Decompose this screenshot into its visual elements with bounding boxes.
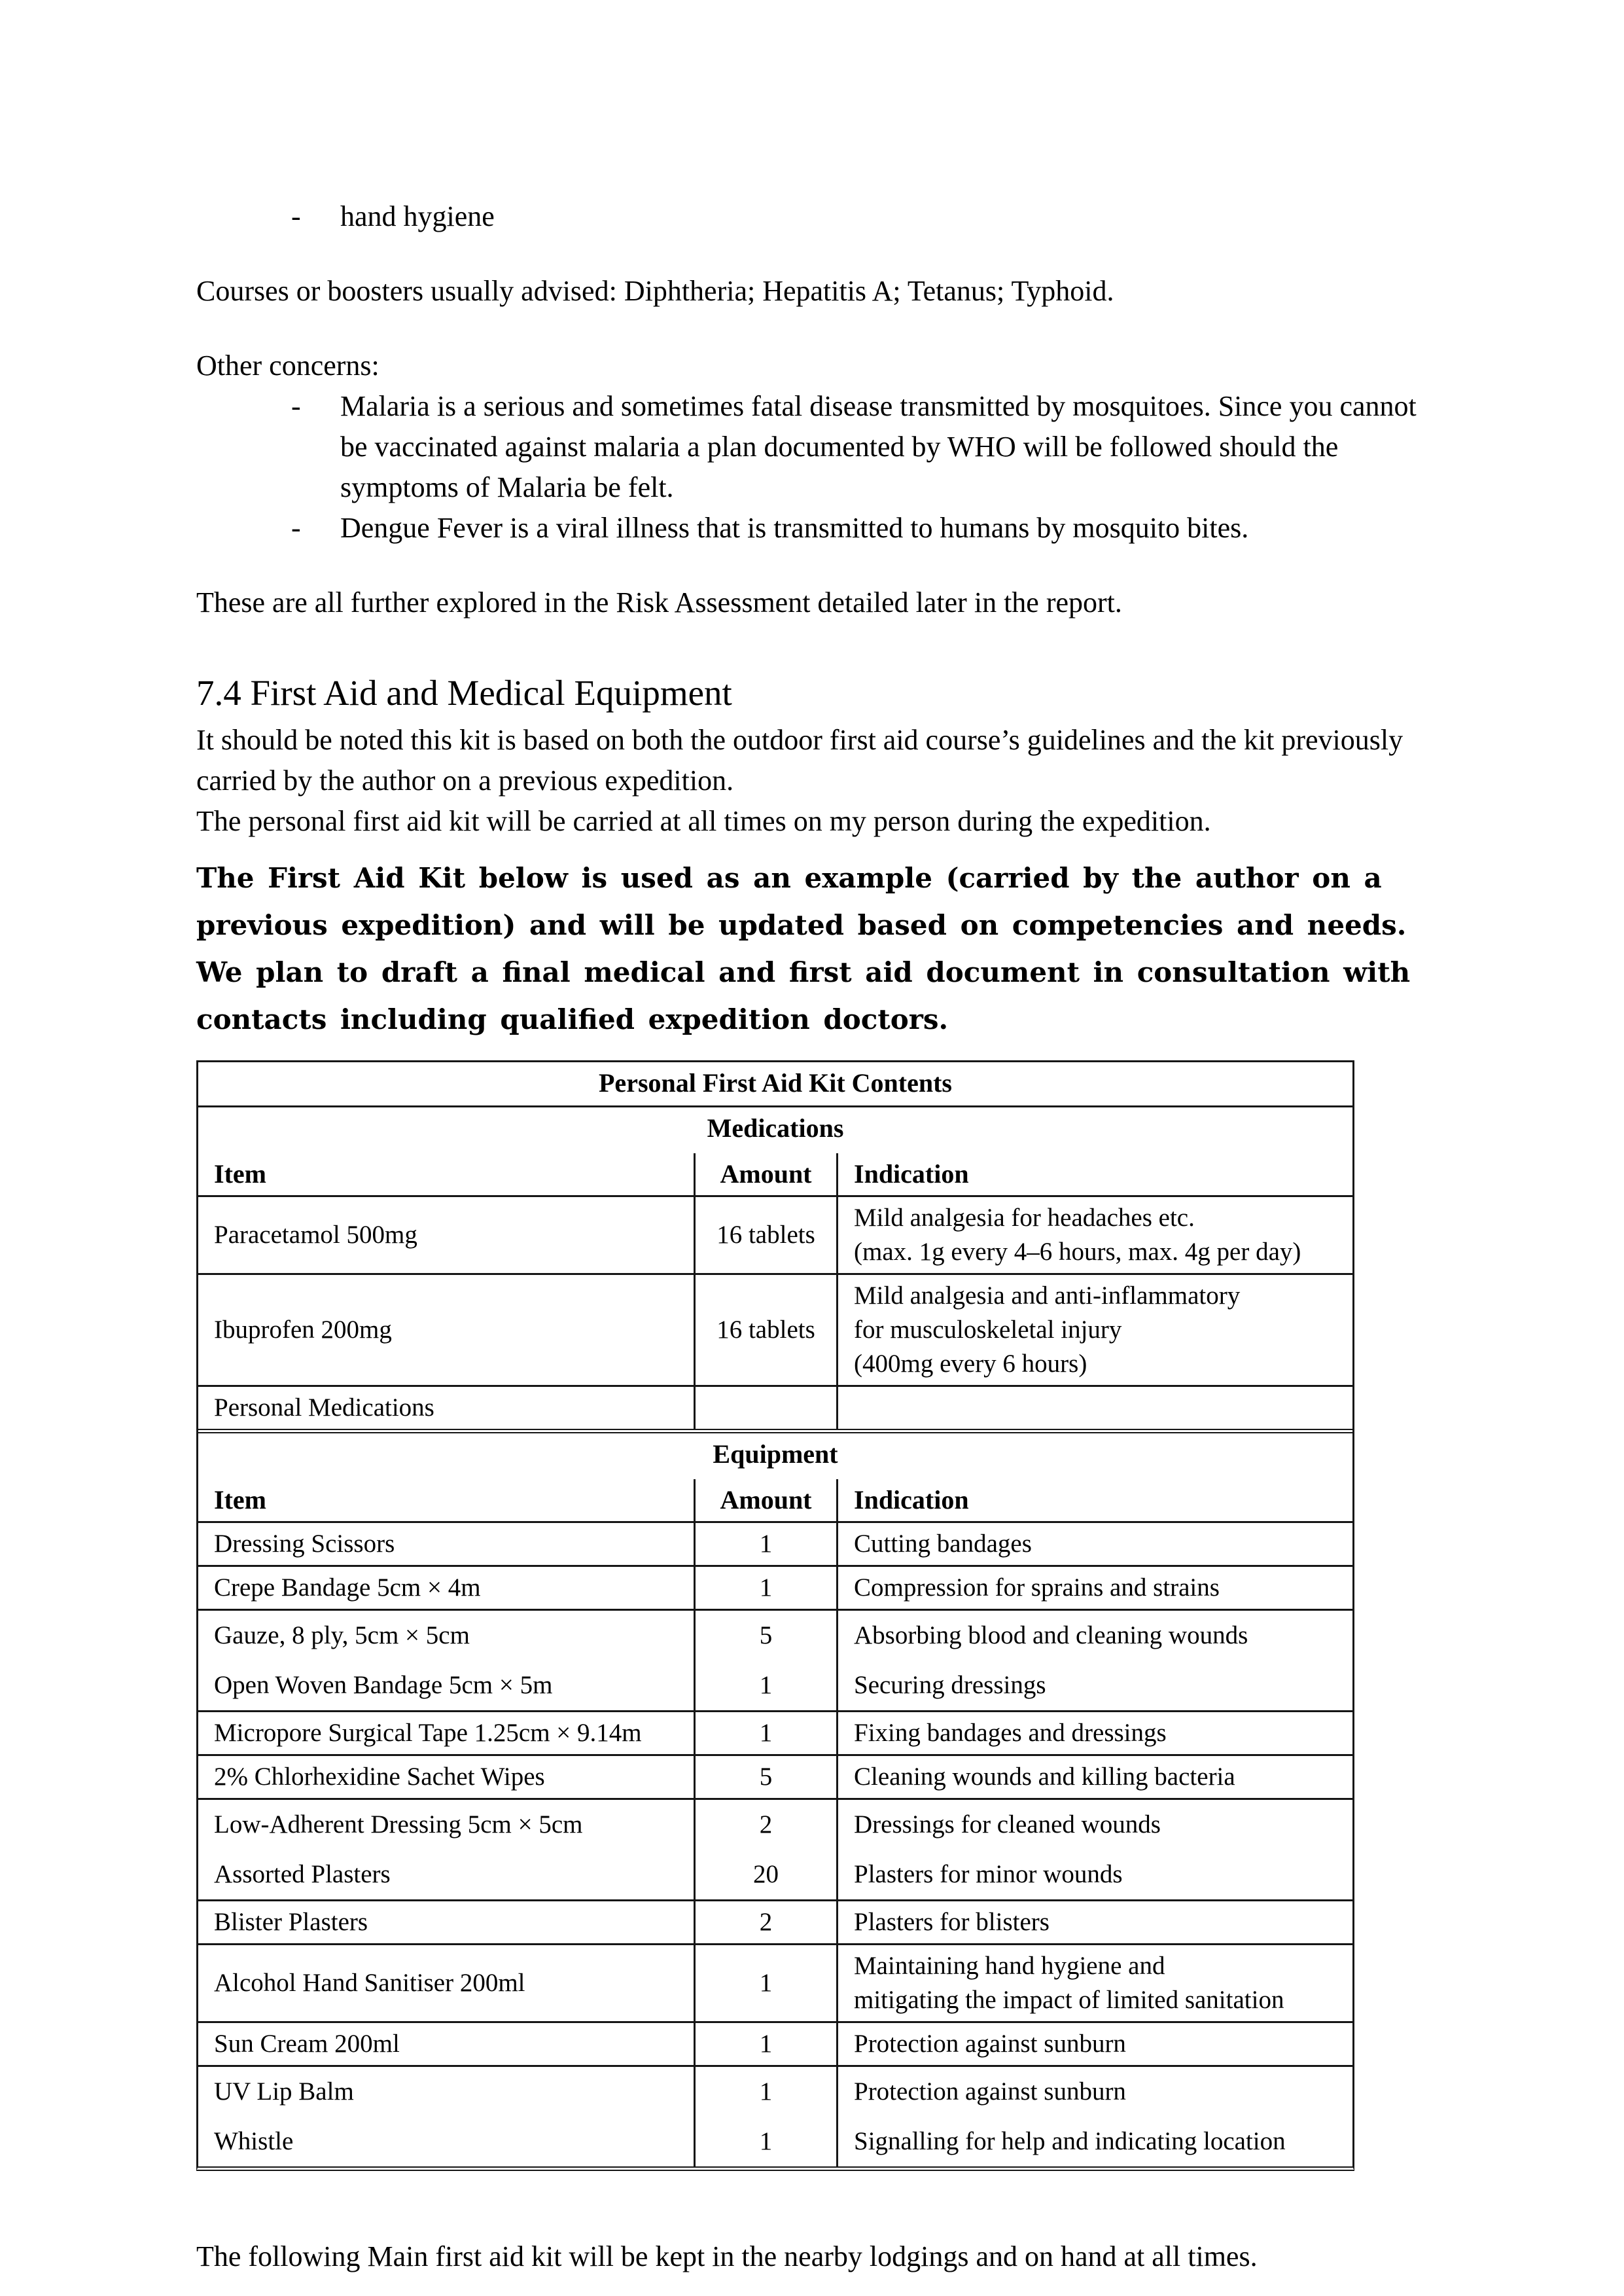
table-row-dressing-scissors [198,1521,1352,1565]
cell-item: Crepe Bandage 5cm × 4m [214,1573,481,1602]
item-line: UV Lip Balm [214,2077,354,2106]
table-row-personal-medications [198,1385,1352,1429]
table-row-hand-sanitiser [198,1943,1352,2021]
section-heading: 7.4 First Aid and Medical Equipment [196,673,732,713]
cell-amount: 1 [694,1712,836,1754]
indication-line: (400mg every 6 hours) [854,1350,1087,1378]
indication-line: Dressings for cleaned wounds [854,1810,1161,1839]
item-line: Gauze, 8 ply, 5cm × 5cm [214,1621,470,1649]
cell-amount: 1 [694,1567,836,1609]
table-title: Personal First Aid Kit Contents [599,1068,952,1098]
cell-amount: 5 [694,1756,836,1798]
table-row-blister-plasters [198,1899,1352,1943]
amount-line: 2 [759,1810,773,1839]
header-item: Item [214,1159,266,1189]
cell-amount: 1 [694,1523,836,1565]
cell-item: Personal Medications [214,1393,434,1422]
indication-line: Mild analgesia for headaches etc. [854,1204,1195,1232]
table-row-ibuprofen [198,1273,1352,1385]
amount-line: 1 [759,1671,773,1699]
bold-note-line: contacts including qualified expedition doctors. [196,1003,949,1035]
table-section-equipment: Equipment [198,1429,1352,1479]
cell-indication: Fixing bandages and dressings [836,1712,1352,1754]
bold-note-line: We plan to draft a final medical and first aid document in consultation with [196,956,1411,988]
cell-indication [836,1275,1352,1385]
cell-item: Alcohol Hand Sanitiser 200ml [214,1969,525,1997]
bullet-text: Malaria is a serious and sometimes fatal disease transmitted by mosquitoes. Since you cannot be vaccinated against malaria a plan documented by WHO will be followed should the symptoms of Malaria be felt. [340,390,1417,503]
paragraph-courses: Courses or boosters usually advised: Diphtheria; Hepatitis A; Tetanus; Typhoid. [196,275,1114,307]
indication-line: mitigating the impact of limited sanitation [854,1986,1284,2014]
item-line: Low-Adherent Dressing 5cm × 5cm [214,1810,583,1839]
bold-note-line: previous expedition) and will be updated based on competencies and needs. [196,909,1407,941]
table-row-crepe-bandage [198,1565,1352,1609]
table-header-row [198,1479,1352,1521]
table-row-sun-cream [198,2021,1352,2065]
cell-item: Paracetamol 500mg [214,1221,417,1249]
cell-indication: Cleaning wounds and killing bacteria [836,1756,1352,1798]
header-amount: Amount [694,1153,836,1195]
indication-line: Signalling for help and indicating location [854,2127,1286,2155]
paragraph-personal-kit: The personal first aid kit will be carried at all times on my person during the expedition. [196,805,1211,837]
cell-indication [836,1387,1352,1429]
cell-amount: 1 [694,2023,836,2065]
bullet-dash: - [291,390,301,422]
cell-indication [836,1945,1352,2021]
cell-amount [694,1800,836,1899]
table-header-row [198,1153,1352,1195]
cell-item [198,1611,694,1710]
header-indication: Indication [836,1479,1352,1521]
item-line: Assorted Plasters [214,1860,391,1888]
first-aid-kit-table [196,1060,1354,2171]
indication-line: Mild analgesia and anti-inflammatory [854,1282,1241,1310]
paragraph-kit-note: It should be noted this kit is based on both the outdoor first aid course’s guidelines and the kit previously carried by the author on a previous expedition. [196,724,1403,797]
header-indication: Indication [836,1153,1352,1195]
cell-indication: Plasters for blisters [836,1901,1352,1943]
bullet-text: hand hygiene [340,200,495,232]
cell-amount [694,2067,836,2166]
cell-indication: Cutting bandages [836,1523,1352,1565]
bold-note-block [196,855,1434,1043]
bold-note-line: The First Aid Kit below is used as an example (carried by the author on a [196,862,1382,894]
indication-line: Plasters for minor wounds [854,1860,1123,1888]
cell-indication [836,2067,1352,2166]
cell-item: Blister Plasters [214,1908,368,1936]
cell-item: Ibuprofen 200mg [214,1316,392,1344]
table-section-medications: Medications [198,1105,1352,1153]
bullet-malaria [196,386,1434,508]
header-amount: Amount [694,1479,836,1521]
amount-line: 1 [759,2127,773,2155]
indication-line: (max. 1g every 4–6 hours, max. 4g per day) [854,1238,1301,1266]
table-row-lipbalm-whistle [198,2065,1352,2166]
cell-amount: 1 [694,1945,836,2021]
indication-line: Absorbing blood and cleaning wounds [854,1621,1248,1649]
indication-line: Protection against sunburn [854,2077,1126,2106]
header-item: Item [214,1485,266,1515]
cell-amount: 2 [694,1901,836,1943]
amount-line: 5 [759,1621,773,1649]
cell-indication [836,1611,1352,1710]
bullet-dash: - [291,512,301,544]
cell-amount: 16 tablets [694,1197,836,1273]
cell-indication [836,1800,1352,1899]
bullet-dengue [196,508,1434,548]
cell-amount [694,1611,836,1710]
amount-line: 20 [753,1860,779,1888]
table-row-paracetamol [198,1195,1352,1273]
table-row-micropore-tape [198,1710,1352,1754]
cell-indication: Compression for sprains and strains [836,1567,1352,1609]
cell-indication [836,1197,1352,1273]
item-line: Open Woven Bandage 5cm × 5m [214,1671,553,1699]
indication-line: for musculoskeletal injury [854,1316,1122,1344]
cell-item: Sun Cream 200ml [214,2030,400,2058]
item-line: Whistle [214,2127,294,2155]
table-row-lowadherent-plasters [198,1798,1352,1899]
bullet-dash: - [291,200,301,232]
bullet-hand-hygiene [196,196,1434,237]
cell-item [198,2067,694,2166]
indication-line: Maintaining hand hygiene and [854,1952,1165,1980]
bullet-text: Dengue Fever is a viral illness that is transmitted to humans by mosquito bites. [340,512,1249,544]
paragraph-closing: The following Main first aid kit will be kept in the nearby lodgings and on hand at all times. [196,2240,1258,2272]
table-row-gauze-openwoven [198,1609,1352,1710]
cell-amount: 16 tablets [694,1275,836,1385]
cell-item: Dressing Scissors [214,1530,395,1558]
cell-indication: Protection against sunburn [836,2023,1352,2065]
cell-item [198,1800,694,1899]
cell-item: Micropore Surgical Tape 1.25cm × 9.14m [214,1719,642,1747]
table-row-chlorhexidine-wipes [198,1754,1352,1798]
amount-line: 1 [759,2077,773,2106]
paragraph-risk-assessment: These are all further explored in the Risk Assessment detailed later in the report. [196,586,1122,619]
indication-line: Securing dressings [854,1671,1046,1699]
cell-amount [694,1387,836,1429]
paragraph-other-concerns: Other concerns: [196,350,380,382]
cell-item: 2% Chlorhexidine Sachet Wipes [214,1763,545,1791]
